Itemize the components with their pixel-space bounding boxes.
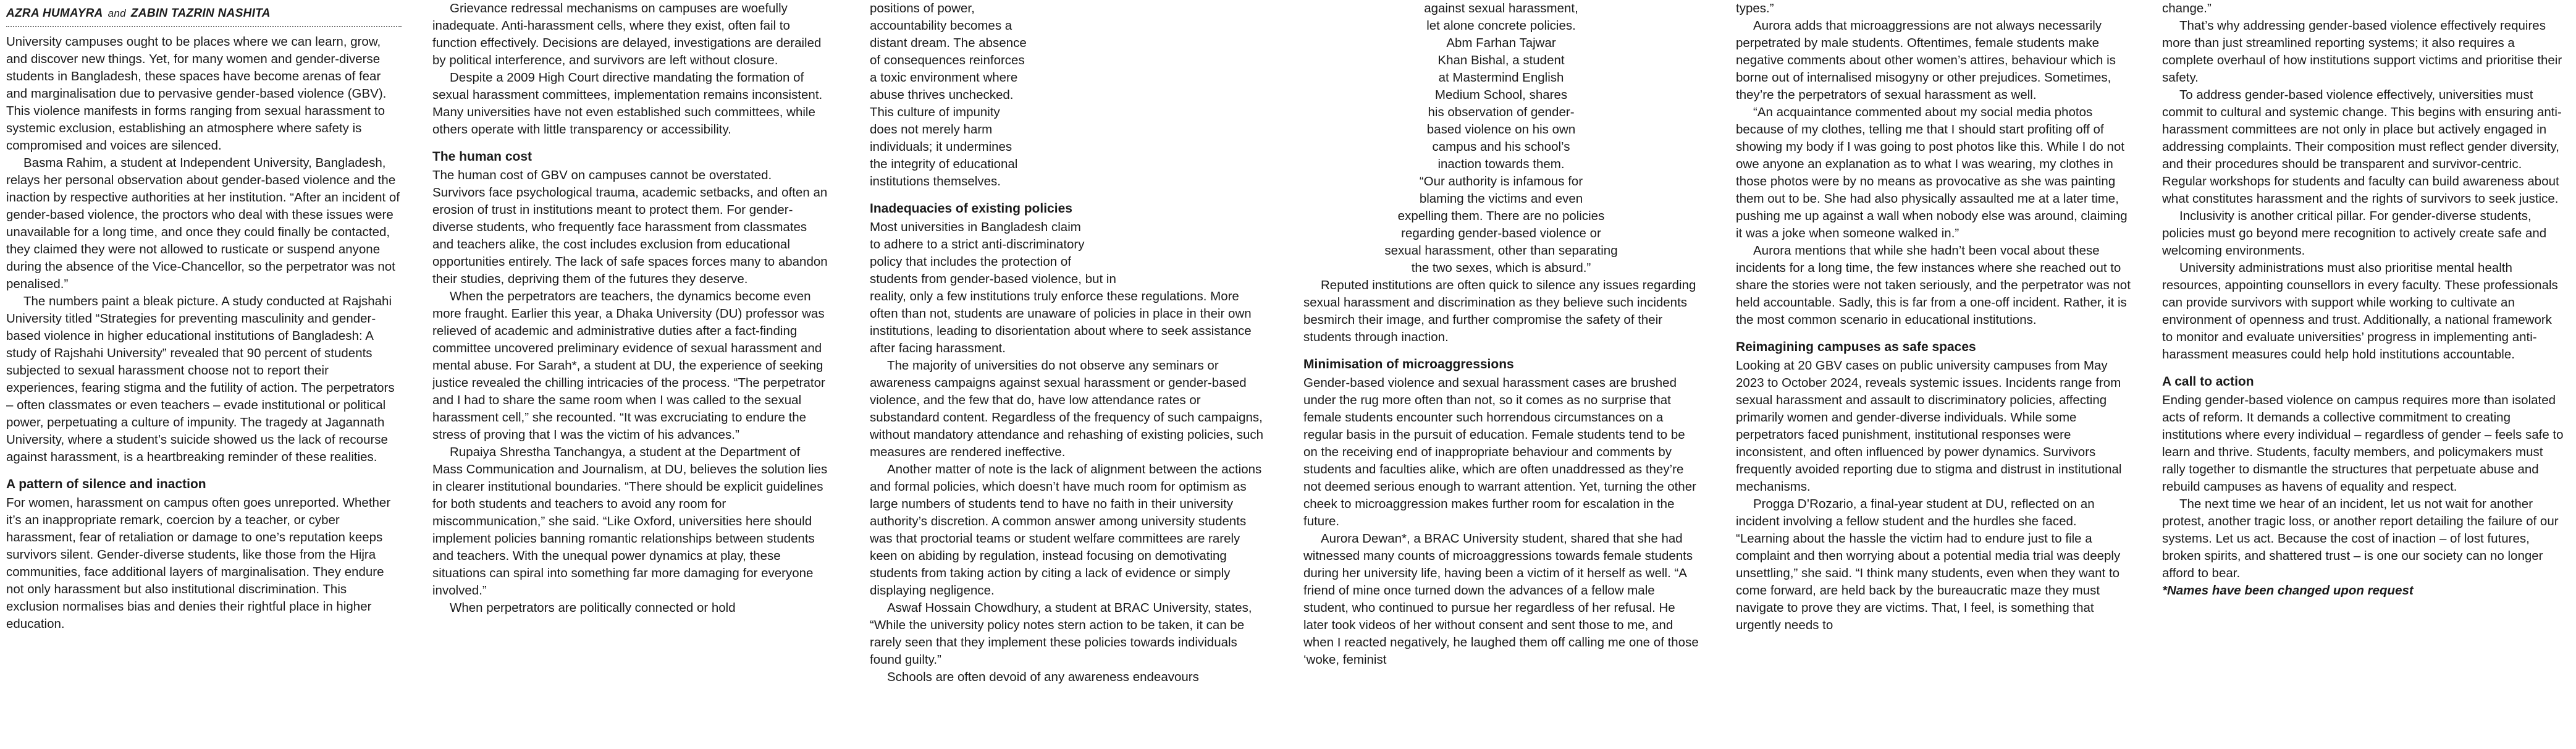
paragraph: Progga D’Rozario, a final-year student at DU, reflected on an incident involving a fellow student and the hurdles she faced. “Learning about the hassle the victim had to endure just to file a complaint and then worrying about a potential media trial was deeply unsettling,” she said. “I think many students, even when they want to come forward, are held back by the bureaucratic maze they must navigate to prove they are victims. That, I feel, is something that urgently needs to [1736, 497, 2121, 632]
paragraph: “An acquaintance commented about my social media photos because of my clothes, telling me that I should start profiting off of showing my body if I was going to post photos like this. While I do not owe anyone an explanation as to what I was wearing, my clothes in those photos were by no means as provocative as she was painting them out to be. She had also physically assaulted me at a later time, pushing me up against a wall when nobody else was around, claiming it was a joke when someone walked in.” [1736, 105, 2128, 240]
paragraph: To address gender-based violence effectively, universities must commit to cultural and systemic change. This begins with ensuring anti-harassment committees are not only in place but actively engaged in addressing complaints. Their composition must reflect gender diversity, and their procedures should be transparent and survivor-centric. Regular workshops for students and faculty can build awareness about what constitutes harassment and the rights of survivors to seek justice. [2162, 88, 2562, 206]
paragraph: The human cost of GBV on campuses cannot be overstated. Survivors face psychological trauma, academic setbacks, and often an erosion of trust in institutions meant to protect them. For gender-diverse students, who frequently face harassment from classmates and teachers alike, the cost includes exclusion from educational opportunities entirely. The lack of safe spaces forces many to abandon their studies, depriving them of the futures they deserve. [432, 168, 828, 286]
text-line: Most universities in Bangladesh claim [870, 220, 1081, 234]
text-line: sexual harassment, other than separating [1384, 243, 1618, 258]
text-line: policy that includes the protection of [870, 255, 1071, 269]
byline-and: and [107, 7, 126, 19]
section-heading: Reimagining campuses as safe spaces [1736, 340, 1976, 354]
text-line: institutions themselves. [870, 174, 1001, 188]
section-heading: A pattern of silence and inaction [6, 477, 206, 491]
paragraph: Aswaf Hossain Chowdhury, a student at BRAC University, states, “While the university policy notes stern action to be taken, it can be rarely seen that they implement these policies towards individuals found guilty.” [870, 601, 1252, 667]
text-line: against sexual harassment, [1424, 1, 1578, 15]
wrapped-text-block [1347, 173, 1656, 277]
paragraph: That’s why addressing gender-based violence effectively requires more than just streamlined reporting systems; it also requires a complete overhaul of how institutions support victims and prioritise their safety. [2162, 19, 2562, 85]
article-column-3 [870, 0, 1265, 749]
paragraph: Another matter of note is the lack of alignment between the actions and formal policies, which doesn’t have much room for optimism as large numbers of students tend to have no faith in their university authority’s discretion. A common answer among university students was that proctorial teams or student welfare committees are rarely keen on abiding by regulation, instead focusing on demotivating students from taking action by citing a lack of evidence or simply displaying negligence. [870, 462, 1262, 598]
text-line: his observation of gender- [1428, 105, 1575, 119]
text-line: accountability becomes a [870, 19, 1012, 33]
paragraph: reality, only a few institutions truly enforce these regulations. More often than not, students are unaware of policies in place in their own institutions, leading to disorientation about where to seek assistance after facing harassment. [870, 289, 1252, 355]
paragraph: University campuses ought to be places where we can learn, grow, and discover new things. Yet, for many women and gender-diverse students in Bangladesh, these spaces have become arenas of fear and marginalisation due to pervasive gender-based violence (GBV). This violence manifests in forms ranging from sexual harassment to systemic exclusion, establishing an atmosphere where safety is compromised and voices are silenced. [6, 35, 387, 153]
text-line: “Our authority is infamous for [1419, 174, 1583, 188]
article-column-5 [1736, 0, 2131, 749]
paragraph: Despite a 2009 High Court directive mandating the formation of sexual harassment committees, implementation remains inconsistent. Many universities have not even established such committees, while others operate with little transparency or accessibility. [432, 70, 823, 137]
paragraph: Grievance redressal mechanisms on campuses are woefully inadequate. Anti-harassment cells, where they exist, often fail to function effectively. Decisions are delayed, investigations are derailed by political interference, and survivors are left without closure. [432, 1, 822, 67]
section-heading: Minimisation of microaggressions [1303, 357, 1514, 371]
text-line: inaction towards them. [1437, 157, 1565, 171]
text-line: positions of power, [870, 1, 975, 15]
paragraph: Aurora Dewan*, a BRAC University student, shared that she had witnessed many counts of microaggressions towards female students during her university life, having been a victim of it herself as well. “A friend of mine once turned down the advances of a fellow male student, who continued to pursue her regardless of her refusal. He later took videos of her without consent and sent those to me, and when I reacted negatively, he laughed them off calling me one of those ‘woke, feminist [1303, 531, 1699, 667]
section-heading: Inadequacies of existing policies [870, 201, 1072, 216]
text-line: a toxic environment where [870, 70, 1018, 85]
text-line: expelling them. There are no policies [1397, 209, 1605, 223]
text-line: Abm Farhan Tajwar [1446, 36, 1556, 50]
paragraph: change.” [2162, 1, 2212, 15]
section-heading: The human cost [432, 150, 532, 164]
paragraph: Reputed institutions are often quick to silence any issues regarding sexual harassment and discrimination as they believe such incidents besmirch their image, and further compromise the safety of their students through inaction. [1303, 278, 1696, 344]
text-line: Khan Bishal, a student [1437, 53, 1565, 67]
article-column-2 [432, 0, 828, 749]
paragraph: Basma Rahim, a student at Independent University, Bangladesh, relays her personal observation about gender-based violence and the inaction by respective authorities at her institution. “After an incident of gender-based violence, the proctors who deal with these issues were unavailable for a long time, and once they could finally be contacted, they claimed they were not allowed to rusticate or suspend anyone during the absence of the Vice-Chancellor, so the perpetrator was not penalised.” [6, 156, 400, 291]
wrapped-text-block [870, 0, 1055, 190]
article-column-4 [1303, 0, 1699, 749]
paragraph: Inclusivity is another critical pillar. For gender-diverse students, policies must go beyond mere recognition to actively create safe and welcoming environments. [2162, 209, 2547, 258]
text-line: campus and his school’s [1432, 140, 1570, 154]
text-line: distant dream. The absence [870, 36, 1027, 50]
paragraph: University administrations must also prioritise mental health resources, appointing counsellors in every faculty. These professionals can provide survivors with support while working to cultivate an environment of openness and trust. Additionally, a national framework to monitor and evaluate universities’ progress in implementing anti-harassment measures could help hold institutions accountable. [2162, 261, 2558, 362]
text-line: of consequences reinforces [870, 53, 1025, 67]
paragraph: Aurora adds that microaggressions are not always necessarily perpetrated by male students. Oftentimes, female students make negative comments about other women’s attires, behaviour which is borne out of internalised misogyny or other prejudices. Sometimes, they’re the perpetrators of sexual harassment as well. [1736, 19, 2116, 102]
paragraph: For women, harassment on campus often goes unreported. Whether it’s an inappropriate remark, coercion by a teacher, or cyber harassment, fear of retaliation or damage to one’s reputation keeps survivors silent. Gender-diverse students, like those from the Hijra communities, face additional layers of marginalisation. They endure not only harassment but also institutional discrimination. This exclusion normalises bias and denies their rightful place in higher education. [6, 496, 391, 631]
paragraph: The numbers paint a bleak picture. A study conducted at Rajshahi University titled “Strategies for preventing masculinity and gender-based violence in higher educational institutions of Bangladesh: A study of Rajshahi University” revealed that 90 percent of students subjected to sexual harassment choose not to report their experiences, fearing stigma and the futility of action. The perpetrators – often classmates or even teachers – evade institutional or political power, perpetuating a culture of impunity. The tragedy at Jagannath University, where a student’s suicide showed us the lack of recourse against harassment, is a heartbreaking reminder of these realities. [6, 294, 395, 464]
footnote: *Names have been changed upon request [2162, 583, 2414, 598]
paragraph: When the perpetrators are teachers, the dynamics become even more fraught. Earlier this year, a Dhaka University (DU) professor was relieved of academic and administrative duties after a fact-finding committee uncovered preliminary evidence of sexual harassment and mental abuse. For Sarah*, a student at DU, the experience of seeking justice revealed the chilling intricacies of the process. “The perpetrator and I had to share the same room when I was called to the sexual harassment cell,” she recounted. “It was excruciating to endure the stress of proving that I was the victim of his advances.” [432, 289, 825, 442]
byline [6, 5, 402, 27]
text-line: the two sexes, which is absurd.” [1411, 261, 1591, 275]
text-line: individuals; it undermines [870, 140, 1012, 154]
author-name: AZRA HUMAYRA [6, 7, 103, 20]
paragraph: Looking at 20 GBV cases on public university campuses from May 2023 to October 2024, reveals systemic issues. Incidents range from sexual harassment and assault to discriminatory policies, affecting primarily women and gender-diverse individuals. While some perpetrators faced punishment, institutional responses were inconsistent, and often influenced by power dynamics. Survivors frequently avoided reporting due to stigma and distrust in institutional mechanisms. [1736, 358, 2122, 494]
text-line: blaming the victims and even [1419, 192, 1583, 206]
text-line: let alone concrete policies. [1426, 19, 1576, 33]
article-column-1 [6, 0, 402, 749]
text-line: Medium School, shares [1434, 88, 1568, 102]
wrapped-text-block [1378, 0, 1625, 35]
text-line: students from gender-based violence, but in [870, 272, 1116, 286]
section-heading: A call to action [2162, 374, 2254, 389]
paragraph: The majority of universities do not observe any seminars or awareness campaigns against sexual harassment or gender-based violence, and the few that do, have low attendance rates or substandard content. Regardless of the frequency of such campaigns, without mandatory attendance and rehashing of existing policies, such measures are rendered ineffective. [870, 358, 1264, 459]
paragraph: When perpetrators are politically connected or hold [450, 601, 736, 615]
paragraph: types.” [1736, 1, 1774, 15]
paragraph: The next time we hear of an incident, let us not wait for another protest, another tragic loss, or another report detailing the failure of our systems. Let us act. Because the cost of inaction – of lost futures, broken spirits, and shattered trust – is one our society can no longer afford to bear. [2162, 497, 2559, 580]
paragraph: Gender-based violence and sexual harassment cases are brushed under the rug more often than not, so it comes as no surprise that female students encounter such horrendous circumstances on a regular basis in the pursuit of education. Female students tend to be on the receiving end of inappropriate behaviour and comments by students and faculties alike, which are often unaddressed as they’re not deemed serious enough to warrant attention. Yet, turning the other cheek to microaggression makes further room for escalation in the future. [1303, 376, 1696, 528]
text-line: This culture of impunity [870, 105, 1000, 119]
paragraph: Ending gender-based violence on campus requires more than isolated acts of reform. It demands a collective commitment to creating institutions where every individual – regardless of gender – feels safe to learn and thrive. Students, faculty members, and policymakers must rally together to dismantle the structures that perpetuate abuse and rebuild campuses as havens of equality and respect. [2162, 393, 2564, 494]
text-line: abuse thrives unchecked. [870, 88, 1014, 102]
paragraph: Rupaiya Shrestha Tanchangya, a student at the Department of Mass Communication and Journalism, at DU, believes the solution lies in clearer institutional boundaries. “There should be explicit guidelines for both students and teachers to avoid any room for miscommunication,” she said. “Like Oxford, universities here should implement policies banning romantic relationships between students and teachers. With the unequal power dynamics at play, these situations can spiral into something far more damaging for everyone involved.” [432, 445, 828, 598]
paragraph: Aurora mentions that while she hadn’t been vocal about these incidents for a long time, the few instances where she reached out to share the stories were not taken seriously, and the perpetrator was not held accountable. Sadly, this is far from a one-off incident. Rather, it is the most common scenario in educational institutions. [1736, 243, 2131, 327]
text-line: to adhere to a strict anti-discriminatory [870, 237, 1085, 252]
wrapped-text-block [1421, 35, 1581, 173]
article-column-6 [2162, 0, 2564, 749]
author-name: ZABIN TAZRIN NASHITA [130, 7, 271, 20]
text-line: does not merely harm [870, 122, 993, 137]
text-line: the integrity of educational [870, 157, 1018, 171]
paragraph: Schools are often devoid of any awareness endeavours [887, 670, 1199, 684]
text-line: regarding gender-based violence or [1401, 226, 1601, 240]
text-line: at Mastermind English [1438, 70, 1564, 85]
text-line: based violence on his own [1426, 122, 1576, 137]
